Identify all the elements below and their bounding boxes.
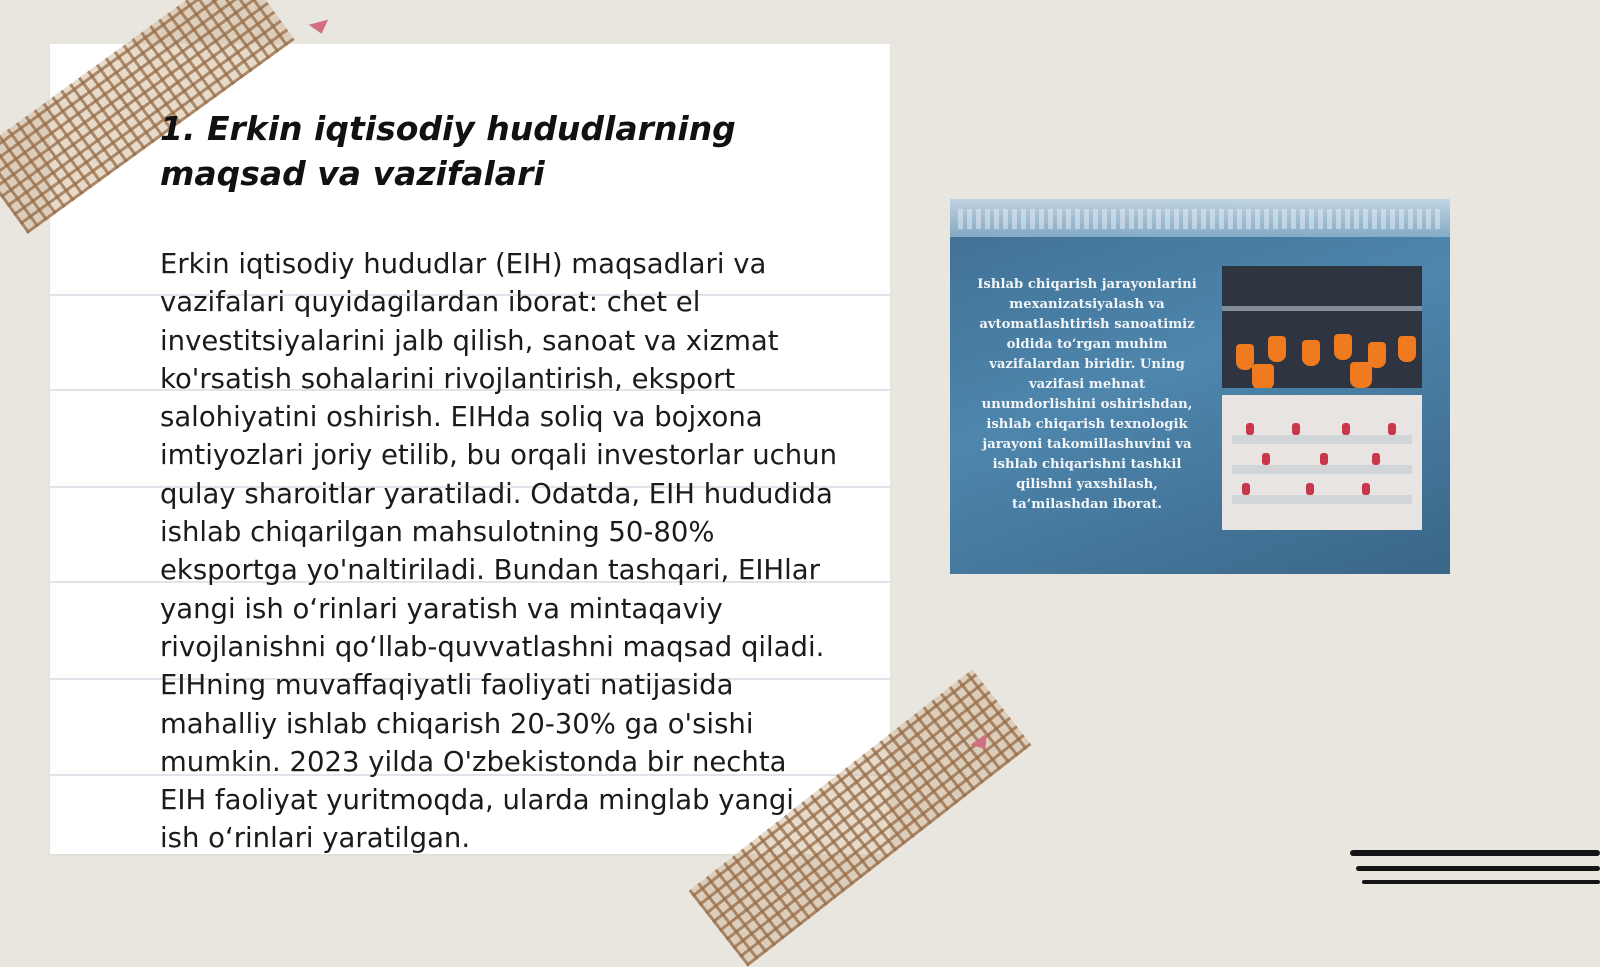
slide-title: 1. Erkin iqtisodiy hududlarning maqsad va vazifalari	[160, 109, 736, 193]
spinning-machines-photo	[1222, 266, 1422, 388]
sewing-workshop-photo	[1222, 395, 1422, 530]
photo-banner	[950, 199, 1450, 237]
brush-stroke-icon	[1356, 866, 1600, 871]
pin-marker-icon	[309, 20, 331, 37]
brush-stroke-icon	[1362, 880, 1600, 884]
photo-caption: Ishlab chiqarish jarayonlarini mexanizatsiyalash va avtomatlashtirish sanoatimiz oldida to’rgan muhim vazifalardan biridir. Uning vazifasi mehnat unumdorlishini oshirishdan, ishlab chiqarish texnologik jarayoni takomillashuvini va ishlab chiqarishni tashkil qilishni yaxshilash, ta’milashdan iborat.	[977, 277, 1197, 512]
slide-body-text: Erkin iqtisodiy hududlar (EIH) maqsadlari va vazifalari quyidagilardan iborat: chet el investitsiyalarini jalb qilish, sanoat va xizmat ko'rsatish sohalarini rivojlantirish, eksport salohiyatini oshirish. EIHda soliq va bojxona imtiyozlari joriy etilib, bu orqali investorlar uchun qulay sharoitlar yaratiladi. Odatda, EIH hududida ishlab chiqarilgan mahsulotning 50-80% eksportga yo'naltiriladi. Bundan tashqari, EIHlar yangi ish o‘rinlari yaratish va mintaqaviy rivojlanishni qo‘llab-quvvatlashni maqsad qiladi. EIHning muvaffaqiyatli faoliyati natijasida mahalliy ishlab chiqarish 20-30% ga o'sishi mumkin. 2023 yilda O'zbekistonda bir nechta EIH faoliyat yuritmoqda, ularda minglab yangi ish o‘rinlari yaratilgan.	[160, 248, 838, 855]
brush-stroke-icon	[1350, 850, 1600, 856]
factory-photo-card	[950, 199, 1450, 574]
